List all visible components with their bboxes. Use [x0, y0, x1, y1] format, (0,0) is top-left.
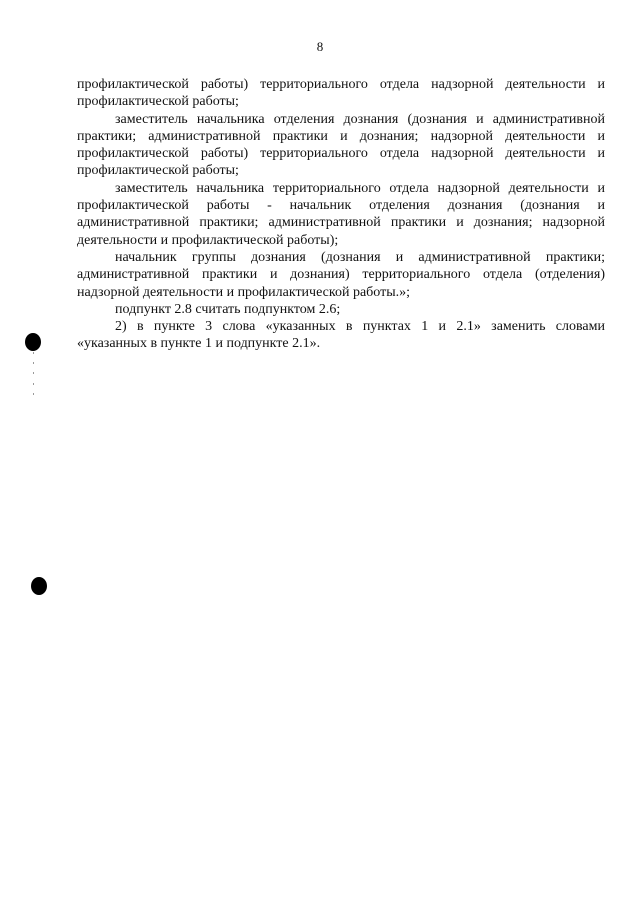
- text-line: административной практики; административной практики и дознания; надзорной: [77, 215, 605, 231]
- text-line: 2) в пункте 3 слова «указанных в пунктах 1 и 2.1» заменить словами: [115, 319, 605, 335]
- scan-artifacts: [33, 0, 35, 905]
- text-line: надзорной деятельности и профилактической работы.»;: [77, 284, 411, 300]
- text-line: подпункт 2.8 считать подпунктом 2.6;: [115, 301, 341, 317]
- text-line: заместитель начальника отделения дознания (дознания и административной: [115, 111, 605, 127]
- text-line: начальник группы дознания (дознания и административной практики;: [115, 249, 605, 265]
- text-line: административной практики и дознания) территориального отдела (отделения): [77, 267, 605, 283]
- text-line: профилактической работы;: [77, 94, 239, 110]
- text-line: заместитель начальника территориального отдела надзорной деятельности и: [115, 180, 605, 196]
- page-number: 8: [316, 39, 324, 54]
- text-line: профилактической работы - начальник отделения дознания (дознания и: [77, 198, 605, 214]
- text-line: профилактической работы) территориального отдела надзорной деятельности и: [77, 146, 605, 162]
- text-line: профилактической работы) территориального отдела надзорной деятельности и: [77, 77, 605, 92]
- text-line: «указанных в пункте 1 и подпункте 2.1».: [77, 336, 321, 352]
- text-line: деятельности и профилактической работы);: [77, 232, 339, 248]
- text-line: профилактической работы;: [77, 163, 239, 179]
- document-body: [77, 76, 605, 353]
- text-line: практики; административной практики и дознания; надзорной деятельности и: [77, 128, 605, 144]
